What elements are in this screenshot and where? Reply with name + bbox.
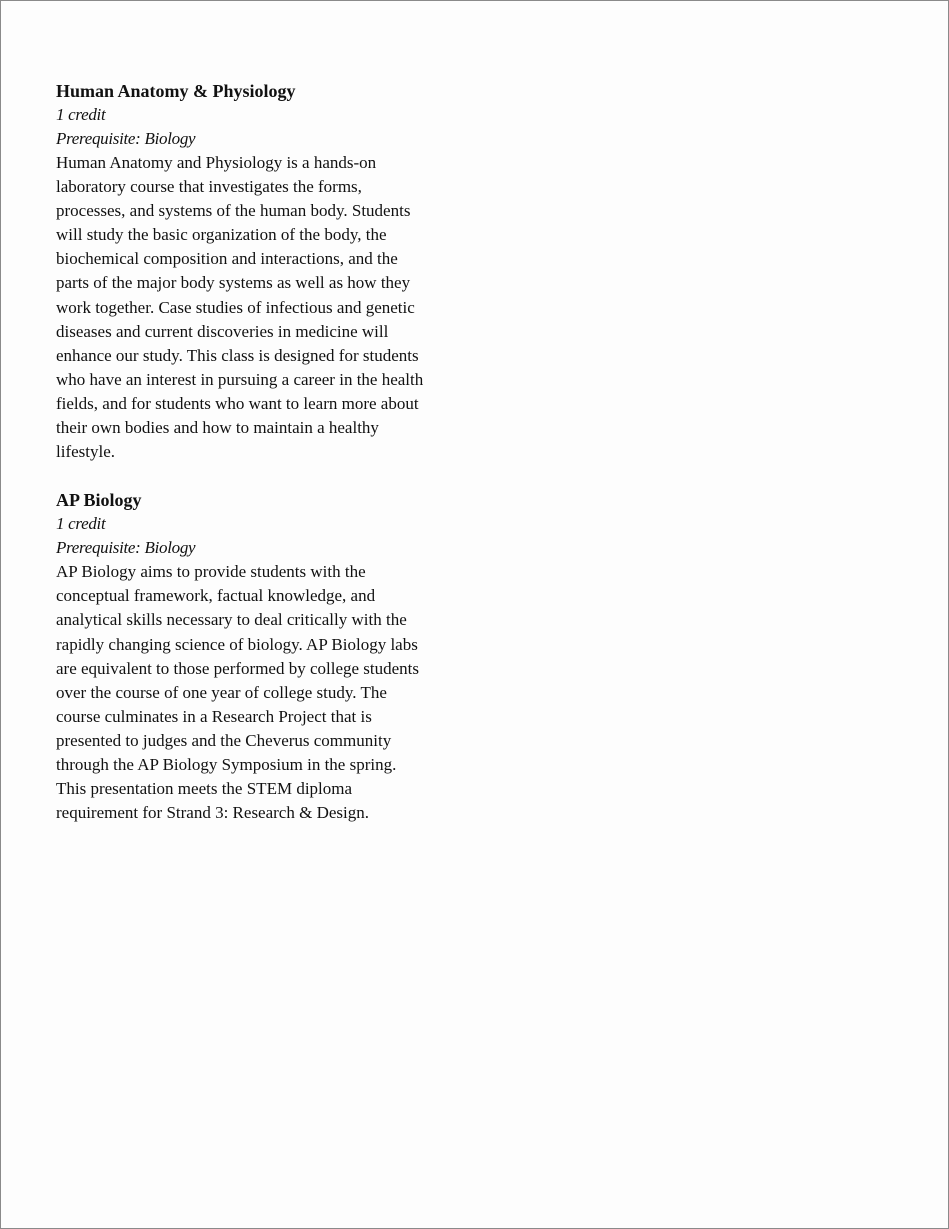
- description-line: their own bodies and how to maintain a healthy: [56, 418, 379, 438]
- description-line: requirement for Strand 3: Research & Design.: [56, 803, 369, 823]
- description-line: fields, and for students who want to learn more about: [56, 393, 419, 413]
- description-line: lifestyle.: [56, 442, 116, 462]
- description-line: through the AP Biology Symposium in the spring.: [56, 754, 397, 774]
- description-line: laboratory course that investigates the forms,: [56, 177, 362, 197]
- description-line: This presentation meets the STEM diploma: [56, 779, 353, 799]
- course-prerequisite: Prerequisite: Biology: [56, 538, 196, 558]
- description-line: analytical skills necessary to deal critically with the: [56, 610, 407, 630]
- description-line: Human Anatomy and Physiology is a hands-on: [56, 153, 377, 172]
- description-line: biochemical composition and interactions, and the: [56, 249, 398, 269]
- description-line: who have an interest in pursuing a career in the health: [56, 369, 424, 389]
- course-ap-biology: [56, 488, 456, 825]
- course-title: AP Biology: [56, 490, 142, 511]
- description-line: parts of the major body systems as well as how they: [56, 273, 411, 293]
- description-line: presented to judges and the Cheverus community: [56, 730, 392, 750]
- course-human-anatomy: [56, 79, 456, 464]
- course-prerequisite: Prerequisite: Biology: [56, 129, 196, 148]
- course-credit: 1 credit: [56, 514, 106, 534]
- course-title: Human Anatomy & Physiology: [56, 81, 296, 101]
- description-line: over the course of one year of college study. The: [56, 682, 387, 702]
- description-line: course culminates in a Research Project that is: [56, 706, 372, 726]
- description-line: are equivalent to those performed by college students: [56, 658, 420, 678]
- course-description: [56, 560, 456, 825]
- description-line: rapidly changing science of biology. AP Biology labs: [56, 634, 418, 654]
- description-line: AP Biology aims to provide students with the: [56, 562, 366, 582]
- description-line: enhance our study. This class is designed for students: [56, 345, 419, 365]
- description-line: diseases and current discoveries in medicine will: [56, 321, 389, 341]
- course-description: [56, 151, 456, 464]
- description-line: will study the basic organization of the body, the: [56, 225, 387, 245]
- course-column: [56, 79, 456, 849]
- description-line: conceptual framework, factual knowledge, and: [56, 586, 376, 606]
- course-credit: 1 credit: [56, 105, 106, 124]
- description-line: processes, and systems of the human body. Students: [56, 201, 411, 221]
- description-line: work together. Case studies of infectious and genetic: [56, 297, 415, 317]
